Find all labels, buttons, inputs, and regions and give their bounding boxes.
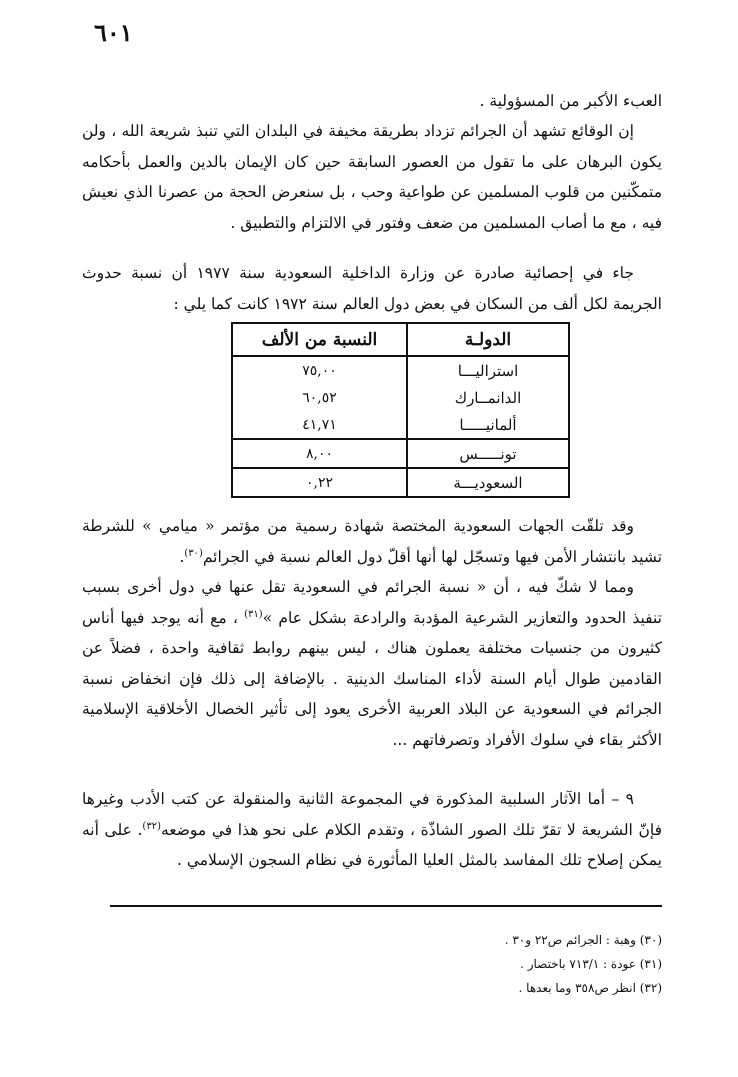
footnote-reference: (٣٠): [184, 547, 203, 559]
table-cell-rate: ٤١,٧١: [302, 416, 337, 433]
paragraph-text-end: . على أنه يمكن إصلاح تلك المفاسد بالمثل العليا المأثورة في نظام السجون الإسلامي .: [82, 820, 662, 869]
paragraph-evidence: [82, 116, 662, 238]
table-row: [232, 384, 569, 411]
table-cell-rate: ٠,٢٢: [232, 468, 407, 497]
paragraph-security-testimony: [82, 511, 662, 755]
page-number: ٦٠١: [94, 18, 133, 47]
paragraph-text: جاء في إحصائية صادرة عن وزارة الداخلية السعودية سنة ١٩٧٧ أن نسبة حدوث الجريمة لكل ألف من السكان في بعض دول العالم سنة ١٩٧٢ كانت كما يلي :: [82, 264, 662, 313]
footnote: (٣٢) انظر ص٣٥٨ وما بعدها .: [518, 981, 662, 995]
paragraph-text-main: وقد تلقّت الجهات السعودية المختصة شهادة رسمية من مؤتمر « ميامي » للشرطة تشيد بانتشار الأمن فيها وتسجّل لها أنها أقلّ دول العالم نسبة في الجرائم: [82, 517, 662, 566]
table-row: [232, 356, 569, 384]
paragraph-text: [82, 572, 662, 755]
paragraph-text-main: ومما لا شكّ فيه ، أن « نسبة الجرائم في السعودية تقل عنها في دول أخرى بسبب تنفيذ الحدود والتعازير الشرعية المؤدبة والرادعة بشكل عام »: [82, 578, 662, 627]
table-cell-country: الدانمــارك: [407, 384, 569, 411]
footnote-reference: (٣٢): [142, 820, 161, 832]
table-cell-rate: ٧٥,٠٠: [302, 362, 337, 379]
footnotes: [110, 928, 662, 1000]
paragraph-text-end: ، مع أنه يوجد فيها أناس كثيرون من جنسيات مختلفة يعملون هناك ، ليس بينهم روابط ثقافية واحدة ، فضلاً عن القادمين طوال أيام السنة لأداء المناسك الدينية . بالإضافة إلى ذلك فإن انخفاض نسبة الجرائم في السعودية عن البلاد العربية الأخرى يعود إلى تأثير الخصال الأخلاقية الإسلامية الأكثر بقاء في سلوك الأفراد وتصرفاتهم ...: [82, 608, 662, 749]
table-row: [232, 468, 569, 497]
table-cell-rate: ٨,٠٠: [232, 439, 407, 468]
footnote: (٣٠) وهبة : الجرائم ص٢٢ و٣٠ .: [504, 933, 662, 947]
table-cell-rate: ٦٠,٥٢: [302, 389, 337, 406]
paragraph-text: [82, 784, 662, 876]
footnote: (٣١) عودة : ٧١٣/١ باختصار .: [520, 957, 662, 971]
crime-rate-table: [231, 322, 570, 498]
table-cell-country: استراليـــا: [407, 356, 569, 384]
footnote-divider: [110, 905, 662, 907]
table-row: [232, 411, 569, 439]
paragraph-text: العبء الأكبر من المسؤولية .: [479, 92, 662, 110]
table-cell-country: ألمانيـــــا: [407, 411, 569, 439]
paragraph-point-nine: [82, 784, 662, 876]
paragraph-text: إن الوقائع تشهد أن الجرائم تزداد بطريقة مخيفة في البلدان التي تنبذ شريعة الله ، ولن يكون البرهان على ما تقول من العصور السابقة حين كان الإيمان بالدين والعمل بأحكامه متمكّنين من قلوب المسلمين عن طواعية وحب ، بل سنعرض الحجة من عصرنا الذي نعيش فيه ، مع ما أصاب المسلمين من ضعف وفتور في الالتزام والتطبيق .: [82, 122, 662, 232]
paragraph-statistics-intro: [82, 258, 662, 319]
paragraph-text-end: .: [179, 547, 185, 566]
table-cell-country: السعوديـــة: [407, 468, 569, 497]
column-header-rate: النسبة من الألف: [232, 323, 407, 356]
table-header-row: [232, 323, 569, 356]
column-header-country: الدولـة: [407, 323, 569, 356]
paragraph-text: [82, 511, 662, 572]
paragraph-text-main: ٩ – أما الآثار السلبية المذكورة في المجموعة الثانية والمنقولة عن كتب الأدب وغيرها فإنّ الشريعة لا تقرّ تلك الصور الشاذّة ، وتقدم الكلام على نحو هذا في موضعه: [82, 790, 662, 839]
table-row: [232, 439, 569, 468]
table-cell-country: تونـــــس: [407, 439, 569, 468]
paragraph-closing-line: [82, 86, 662, 117]
footnote-reference: (٣١): [244, 608, 263, 620]
